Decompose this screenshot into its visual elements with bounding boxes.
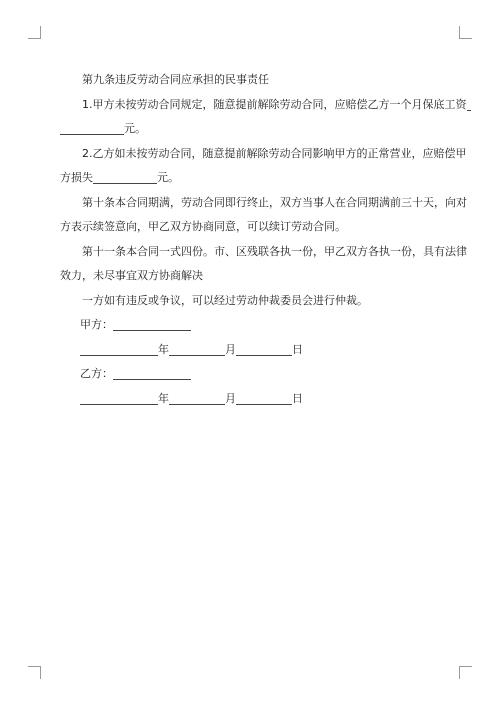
loss-label: 方损失 xyxy=(60,171,93,184)
yuan-unit: 元。 xyxy=(157,171,179,184)
clause-10-line-1: 第十条本合同期满，劳动合同即行终止，双方当事人在合同期满前三十天，向对 xyxy=(82,195,467,209)
year-blank[interactable] xyxy=(80,342,158,356)
document-body xyxy=(60,68,467,411)
corner-mark-bottom-right xyxy=(459,666,472,679)
month-label: 月 xyxy=(225,342,236,356)
month-blank[interactable] xyxy=(169,391,225,405)
clause-11-line-1: 第十一条本合同一式四份。市、区残联各执一份，甲乙双方各执一份，具有法律 xyxy=(82,244,467,258)
month-blank[interactable] xyxy=(169,342,225,356)
party-a-label: 甲方： xyxy=(80,318,113,331)
party-a-blank[interactable] xyxy=(113,317,191,331)
party-b-label: 乙方： xyxy=(80,367,113,380)
clause-9-title: 第九条违反劳动合同应承担的民事责任 xyxy=(82,73,269,86)
year-blank[interactable] xyxy=(80,391,158,405)
yuan-unit: 元。 xyxy=(124,122,146,135)
day-label: 日 xyxy=(292,391,303,405)
clause-9-item-1-text: 1.甲方未按劳动合同规定，随意提前解除劳动合同，应赔偿乙方一个月保底工资 xyxy=(82,97,467,111)
party-b-blank[interactable] xyxy=(113,366,191,380)
clause-9-item-2-line-1: 2.乙方如未按劳动合同，随意提前解除劳动合同影响甲方的正常营业，应赔偿甲 xyxy=(82,146,467,160)
day-label: 日 xyxy=(292,342,303,356)
day-blank[interactable] xyxy=(236,342,292,356)
clause-9-item-2-line-2 xyxy=(60,166,450,191)
party-a-date-line xyxy=(60,338,450,363)
year-label: 年 xyxy=(158,391,169,405)
clause-9-item-1-line-1 xyxy=(60,93,467,118)
party-b-date-line xyxy=(60,387,450,412)
clause-10-line-2: 方表示续签意向，甲乙双方协商同意，可以续订劳动合同。 xyxy=(60,220,346,233)
month-label: 月 xyxy=(225,391,236,405)
dispute-clause: 一方如有违反或争议，可以经过劳动仲裁委员会进行仲裁。 xyxy=(82,293,368,307)
clause-9-item-1-line-2 xyxy=(60,117,450,142)
salary-amount-blank[interactable] xyxy=(60,121,124,135)
party-b-signature-line xyxy=(60,362,450,387)
day-blank[interactable] xyxy=(236,391,292,405)
clause-11-line-2: 效力，未尽事宜双方协商解决 xyxy=(60,269,203,282)
year-label: 年 xyxy=(158,342,169,356)
corner-mark-top-left xyxy=(28,26,41,39)
corner-mark-bottom-left xyxy=(28,666,41,679)
blank-field[interactable] xyxy=(467,97,471,111)
corner-mark-top-right xyxy=(459,26,472,39)
loss-amount-blank[interactable] xyxy=(93,170,157,184)
party-a-signature-line xyxy=(60,313,450,338)
